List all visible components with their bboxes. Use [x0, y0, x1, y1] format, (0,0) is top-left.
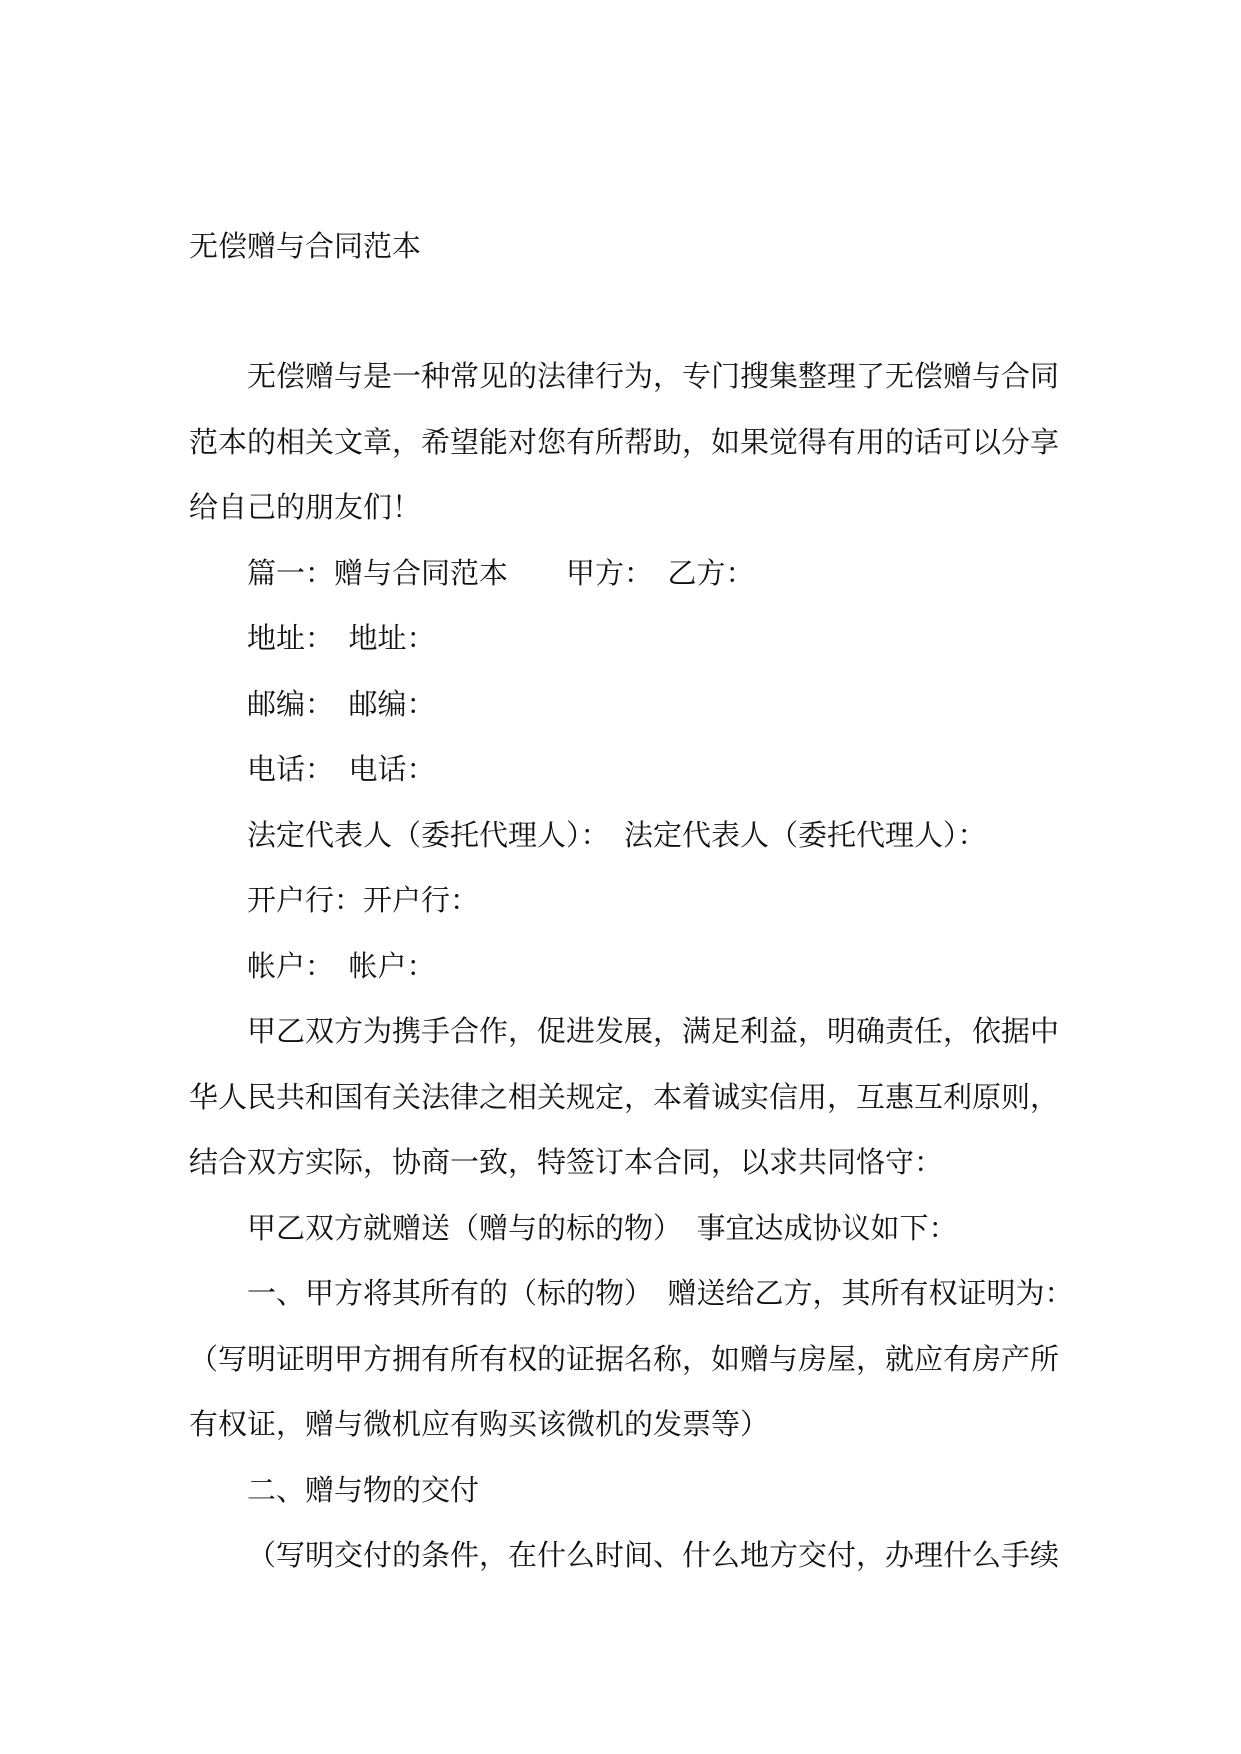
paragraph-line: 邮编： 邮编：	[247, 686, 436, 721]
paragraph-line: 无偿赠与是一种常见的法律行为，专门搜集整理了无偿赠与合同	[247, 359, 1060, 393]
paragraph-line: 开户行：开户行：	[247, 883, 480, 917]
paragraph-line: 甲乙双方就赠送（赠与的标的物） 事宜达成协议如下：	[247, 1210, 958, 1245]
paragraph-line: （写明交付的条件，在什么时间、什么地方交付，办理什么手续	[247, 1538, 1060, 1572]
paragraph-line: 帐户： 帐户：	[247, 948, 436, 983]
paragraph-line: 结合双方实际，协商一致，特签订本合同，以求共同恪守：	[189, 1145, 944, 1179]
paragraph-line: 甲乙双方为携手合作，促进发展，满足利益，明确责任，依据中	[247, 1014, 1060, 1048]
paragraph-line: 篇一：赠与合同范本 甲方： 乙方：	[247, 555, 755, 590]
paragraph-line: 给自己的朋友们！	[189, 490, 422, 524]
paragraph-line: 二、赠与物的交付	[247, 1472, 480, 1507]
paragraph-line: 一、甲方将其所有的（标的物） 赠送给乙方，其所有权证明为：	[247, 1276, 1074, 1310]
paragraph-line: 有权证，赠与微机应有购买该微机的发票等）	[189, 1407, 770, 1441]
paragraph-line: （写明证明甲方拥有所有权的证据名称，如赠与房屋，就应有房产所	[189, 1341, 1060, 1376]
document-title: 无偿赠与合同范本	[189, 229, 422, 263]
paragraph-line: 电话： 电话：	[247, 752, 436, 786]
document-body	[189, 354, 1074, 1599]
paragraph-line: 范本的相关文章，希望能对您有所帮助，如果觉得有用的话可以分享	[189, 424, 1060, 459]
paragraph-line: 地址： 地址：	[247, 621, 436, 655]
paragraph-line: 华人民共和国有关法律之相关规定，本着诚实信用，互惠互利原则，	[189, 1079, 1060, 1114]
paragraph-line: 法定代表人（委托代理人）： 法定代表人（委托代理人）：	[247, 817, 987, 852]
